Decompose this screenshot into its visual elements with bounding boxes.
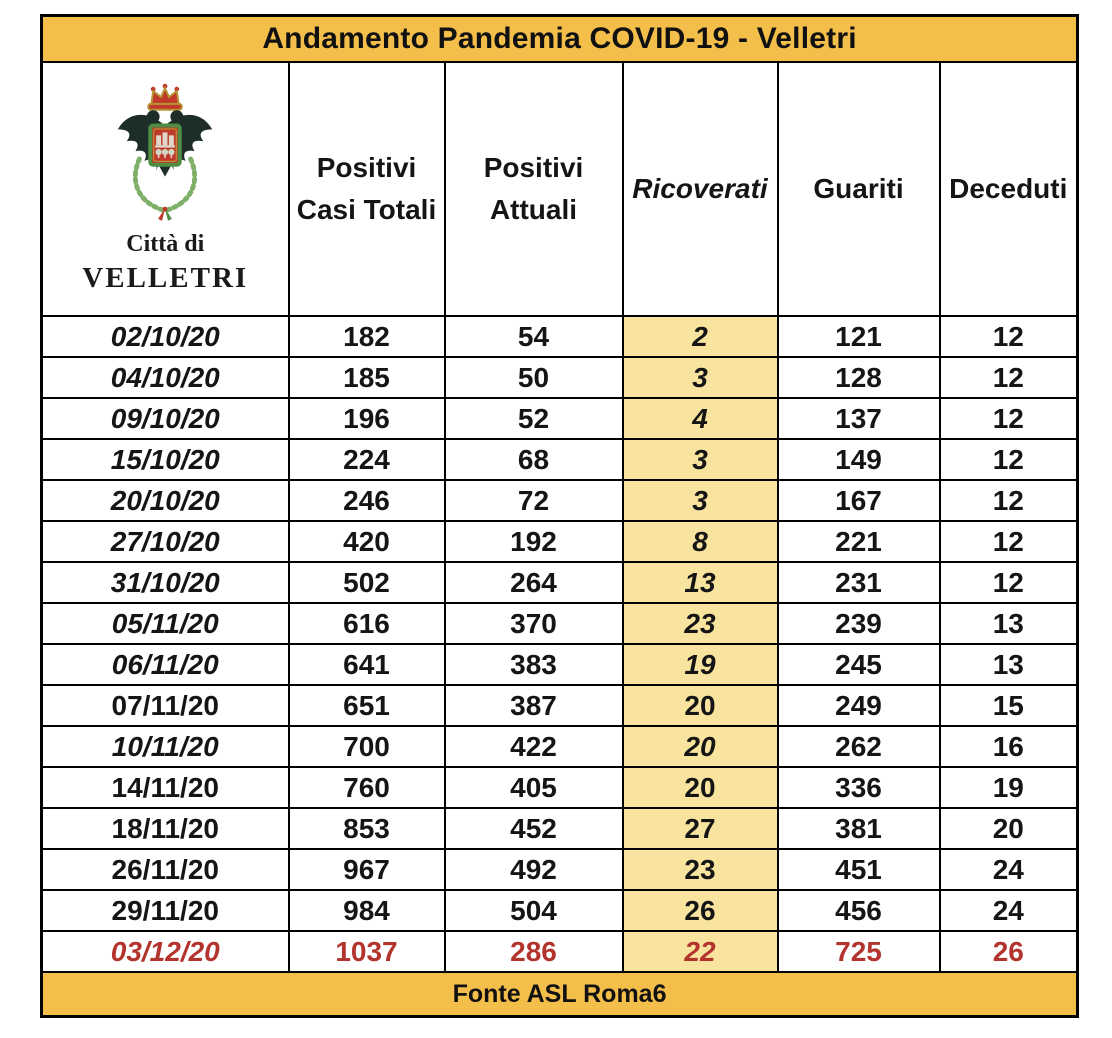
col-header-line: Positivi — [483, 152, 584, 183]
ricoverati-cell: 20 — [623, 726, 778, 767]
guariti-cell: 451 — [778, 849, 940, 890]
guariti-cell: 245 — [778, 644, 940, 685]
deceduti-cell: 12 — [940, 398, 1078, 439]
ricoverati-cell: 19 — [623, 644, 778, 685]
attuali-cell: 72 — [445, 480, 623, 521]
ricoverati-cell: 2 — [623, 316, 778, 357]
header-row — [42, 62, 1078, 316]
ricoverati-cell: 22 — [623, 931, 778, 972]
deceduti-cell: 20 — [940, 808, 1078, 849]
table-row — [42, 767, 1078, 808]
date-cell: 02/10/20 — [42, 316, 289, 357]
table-row — [42, 480, 1078, 521]
guariti-cell: 336 — [778, 767, 940, 808]
guariti-cell: 149 — [778, 439, 940, 480]
table-body — [42, 316, 1078, 972]
deceduti-cell: 12 — [940, 521, 1078, 562]
attuali-cell: 383 — [445, 644, 623, 685]
attuali-cell: 68 — [445, 439, 623, 480]
casi-totali-cell: 182 — [289, 316, 445, 357]
ricoverati-cell: 4 — [623, 398, 778, 439]
casi-totali-cell: 246 — [289, 480, 445, 521]
attuali-cell: 387 — [445, 685, 623, 726]
guariti-cell: 128 — [778, 357, 940, 398]
ricoverati-cell: 23 — [623, 849, 778, 890]
guariti-cell: 456 — [778, 890, 940, 931]
table-row — [42, 439, 1078, 480]
date-cell: 04/10/20 — [42, 357, 289, 398]
ricoverati-cell: 27 — [623, 808, 778, 849]
deceduti-cell: 26 — [940, 931, 1078, 972]
attuali-cell: 370 — [445, 603, 623, 644]
logo-citta-di-label: Città di — [126, 231, 205, 258]
table-row — [42, 562, 1078, 603]
deceduti-cell: 24 — [940, 849, 1078, 890]
casi-totali-cell: 651 — [289, 685, 445, 726]
guariti-cell: 262 — [778, 726, 940, 767]
attuali-cell: 54 — [445, 316, 623, 357]
date-cell: 26/11/20 — [42, 849, 289, 890]
casi-totali-cell: 196 — [289, 398, 445, 439]
guariti-cell: 121 — [778, 316, 940, 357]
attuali-cell: 492 — [445, 849, 623, 890]
casi-totali-cell: 420 — [289, 521, 445, 562]
attuali-cell: 504 — [445, 890, 623, 931]
footer-row — [42, 972, 1078, 1017]
deceduti-cell: 12 — [940, 316, 1078, 357]
date-cell: 31/10/20 — [42, 562, 289, 603]
attuali-cell: 50 — [445, 357, 623, 398]
deceduti-cell: 15 — [940, 685, 1078, 726]
attuali-cell: 264 — [445, 562, 623, 603]
table-row — [42, 521, 1078, 562]
deceduti-cell: 12 — [940, 562, 1078, 603]
deceduti-cell: 13 — [940, 644, 1078, 685]
table-row — [42, 316, 1078, 357]
guariti-cell: 249 — [778, 685, 940, 726]
date-cell: 29/11/20 — [42, 890, 289, 931]
date-cell: 09/10/20 — [42, 398, 289, 439]
casi-totali-cell: 967 — [289, 849, 445, 890]
col-header-line: Positivi — [316, 152, 417, 183]
table-row — [42, 931, 1078, 972]
col-header-guariti: Guariti — [778, 62, 940, 316]
ricoverati-cell: 13 — [623, 562, 778, 603]
date-cell: 05/11/20 — [42, 603, 289, 644]
casi-totali-cell: 616 — [289, 603, 445, 644]
col-header-positivi-attuali — [445, 62, 623, 316]
casi-totali-cell: 853 — [289, 808, 445, 849]
logo-velletri-label: VELLETRI — [82, 262, 249, 294]
deceduti-cell: 12 — [940, 439, 1078, 480]
ricoverati-cell: 8 — [623, 521, 778, 562]
casi-totali-cell: 641 — [289, 644, 445, 685]
date-cell: 14/11/20 — [42, 767, 289, 808]
guariti-cell: 231 — [778, 562, 940, 603]
source-footer: Fonte ASL Roma6 — [42, 972, 1078, 1017]
title-row — [42, 16, 1078, 63]
col-header-line: Casi Totali — [296, 194, 437, 225]
table-row — [42, 849, 1078, 890]
deceduti-cell: 13 — [940, 603, 1078, 644]
ricoverati-cell: 3 — [623, 439, 778, 480]
attuali-cell: 52 — [445, 398, 623, 439]
page-title: Andamento Pandemia COVID-19 - Velletri — [42, 16, 1078, 63]
casi-totali-cell: 760 — [289, 767, 445, 808]
guariti-cell: 167 — [778, 480, 940, 521]
attuali-cell: 405 — [445, 767, 623, 808]
velletri-coat-of-arms-icon — [106, 82, 224, 228]
deceduti-cell: 12 — [940, 357, 1078, 398]
ricoverati-cell: 3 — [623, 480, 778, 521]
deceduti-cell: 16 — [940, 726, 1078, 767]
date-cell: 03/12/20 — [42, 931, 289, 972]
attuali-cell: 286 — [445, 931, 623, 972]
casi-totali-cell: 502 — [289, 562, 445, 603]
ricoverati-cell: 23 — [623, 603, 778, 644]
table-row — [42, 644, 1078, 685]
table-row — [42, 726, 1078, 767]
table-row — [42, 808, 1078, 849]
guariti-cell: 137 — [778, 398, 940, 439]
casi-totali-cell: 984 — [289, 890, 445, 931]
table-row — [42, 398, 1078, 439]
table-row — [42, 603, 1078, 644]
col-header-ricoverati: Ricoverati — [623, 62, 778, 316]
attuali-cell: 192 — [445, 521, 623, 562]
col-header-positivi-casi-totali — [289, 62, 445, 316]
date-cell: 15/10/20 — [42, 439, 289, 480]
guariti-cell: 239 — [778, 603, 940, 644]
table-row — [42, 890, 1078, 931]
col-header-line: Attuali — [489, 194, 578, 225]
date-cell: 07/11/20 — [42, 685, 289, 726]
casi-totali-cell: 1037 — [289, 931, 445, 972]
deceduti-cell: 24 — [940, 890, 1078, 931]
casi-totali-cell: 700 — [289, 726, 445, 767]
date-cell: 27/10/20 — [42, 521, 289, 562]
col-header-deceduti: Deceduti — [940, 62, 1078, 316]
velletri-logo — [43, 82, 288, 296]
guariti-cell: 221 — [778, 521, 940, 562]
deceduti-cell: 19 — [940, 767, 1078, 808]
date-cell: 10/11/20 — [42, 726, 289, 767]
casi-totali-cell: 224 — [289, 439, 445, 480]
guariti-cell: 725 — [778, 931, 940, 972]
guariti-cell: 381 — [778, 808, 940, 849]
date-cell: 20/10/20 — [42, 480, 289, 521]
deceduti-cell: 12 — [940, 480, 1078, 521]
date-cell: 18/11/20 — [42, 808, 289, 849]
ricoverati-cell: 20 — [623, 685, 778, 726]
attuali-cell: 452 — [445, 808, 623, 849]
ricoverati-cell: 20 — [623, 767, 778, 808]
ricoverati-cell: 3 — [623, 357, 778, 398]
logo-cell — [42, 62, 289, 316]
casi-totali-cell: 185 — [289, 357, 445, 398]
date-cell: 06/11/20 — [42, 644, 289, 685]
table-row — [42, 357, 1078, 398]
attuali-cell: 422 — [445, 726, 623, 767]
ricoverati-cell: 26 — [623, 890, 778, 931]
table-row — [42, 685, 1078, 726]
covid-table — [40, 14, 1079, 1018]
